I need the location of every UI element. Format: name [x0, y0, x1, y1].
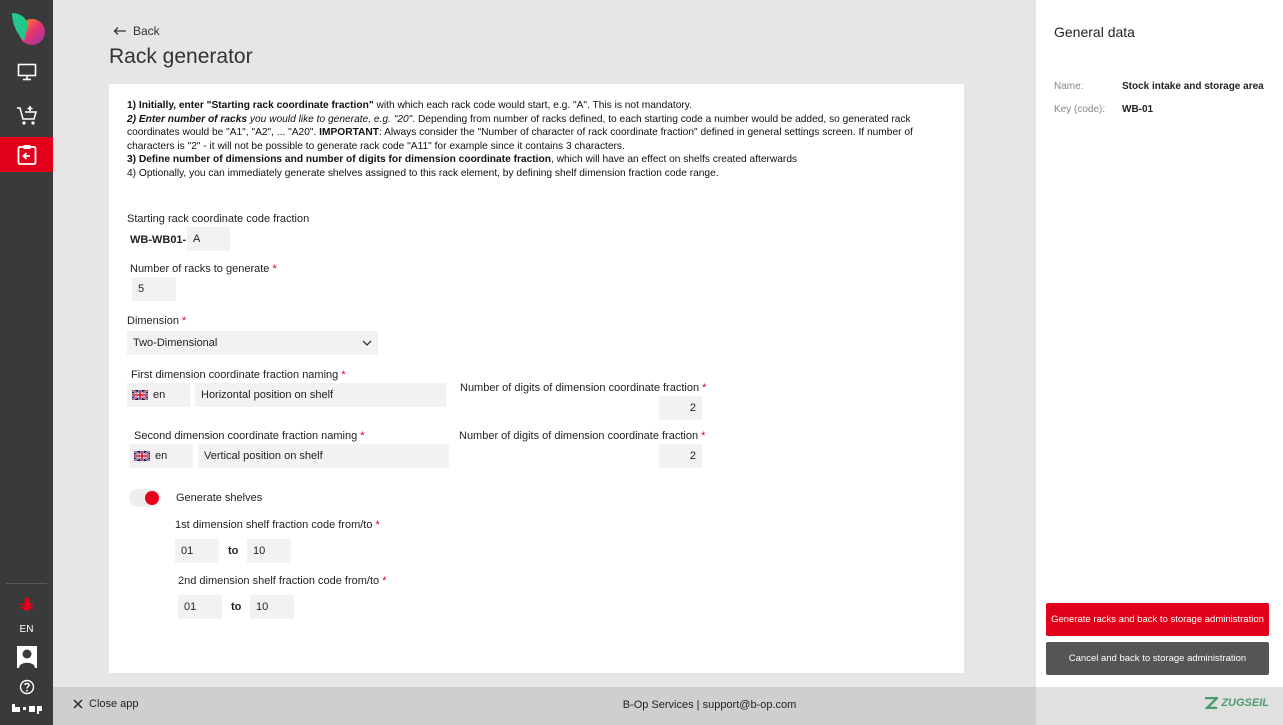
first-digits-input[interactable]: 2	[659, 396, 702, 420]
app-logo[interactable]	[0, 10, 53, 48]
dimension-label: Dimension *	[127, 315, 187, 327]
generate-shelves-label: Generate shelves	[176, 492, 263, 504]
shelf1-range-label: 1st dimension shelf fraction code from/to *	[175, 519, 380, 531]
sidebar-item-help[interactable]	[0, 676, 53, 698]
dimension-select-value: Two-Dimensional	[133, 337, 218, 349]
instruction-3: 3) Define number of dimensions and number of digits for dimension coordinate fraction, which will have an effect on shelfs created afterwards	[127, 154, 798, 166]
second-dimension-label: Second dimension coordinate fraction naming *	[134, 430, 365, 442]
arrow-left-icon	[113, 26, 127, 36]
cart-add-icon	[16, 105, 38, 127]
instruction-2: 2) Enter number of racks you would like to generate, e.g. "20". Depending from number of racks defined, to each starting code a number would be added, so generated rack coordinates would be "A1", "A2", ... "A20". IMPORTANT: Always consider the "Number of character of rack coordinate fraction" defined in general settings screen. If number of characters is "2" - it will not be possible to generate rack code "A11" for example since it contains 3 characters.	[127, 113, 913, 152]
starting-code-input[interactable]: A	[187, 227, 230, 251]
back-link[interactable]	[113, 24, 160, 38]
page-title: Rack generator	[109, 45, 253, 68]
bop-logo-icon	[11, 702, 43, 714]
language-switch[interactable]: EN	[19, 623, 34, 635]
bug-icon	[19, 596, 35, 612]
name-value: Stock intake and storage area	[1122, 81, 1264, 92]
racks-count-label: Number of racks to generate *	[130, 263, 277, 275]
sidebar	[0, 0, 53, 725]
footer	[53, 687, 1283, 725]
brand-text: ZUGSEIL	[1221, 697, 1269, 709]
bop-logo	[0, 698, 53, 718]
close-app-button[interactable]	[73, 698, 139, 710]
toggle-knob	[145, 491, 159, 505]
app-logo-icon	[8, 11, 46, 47]
brand-logo	[1204, 697, 1269, 709]
sidebar-item-profile[interactable]	[0, 644, 53, 670]
shelf2-from-input[interactable]: 01	[178, 595, 222, 619]
close-app-label: Close app	[89, 698, 139, 710]
sidebar-item-storage[interactable]	[0, 137, 53, 172]
uk-flag-icon	[132, 390, 148, 400]
code-value: WB-01	[1122, 104, 1154, 115]
sidebar-item-cart[interactable]	[0, 100, 53, 132]
uk-flag-icon	[134, 451, 150, 461]
instruction-1: 1) Initially, enter "Starting rack coordinate fraction" with which each rack code would start, e.g. "A". This is not mandatory.	[127, 100, 692, 111]
first-dimension-label: First dimension coordinate fraction naming *	[131, 369, 346, 381]
first-dimension-name-input[interactable]: Horizontal position on shelf	[195, 383, 446, 407]
second-dimension-name-input[interactable]: Vertical position on shelf	[198, 444, 449, 468]
second-digits-input[interactable]: 2	[659, 444, 702, 468]
first-dimension-language-value: en	[153, 389, 166, 401]
general-data-panel	[1036, 0, 1283, 687]
first-dimension-language-select[interactable]	[127, 383, 190, 407]
close-icon	[73, 699, 83, 709]
chevron-down-icon	[362, 340, 372, 346]
instructions	[127, 99, 947, 181]
generate-racks-button[interactable]: Generate racks and back to storage administration	[1046, 603, 1269, 636]
monitor-icon	[17, 63, 37, 81]
name-key: Name:	[1054, 81, 1084, 92]
instruction-4: 4) Optionally, you can immediately generate shelves assigned to this rack element, by defining shelf dimension fraction code range.	[127, 167, 719, 179]
starting-code-prefix: WB-WB01-	[130, 234, 187, 246]
code-key: Key (code):	[1054, 104, 1106, 115]
shelf2-range-label: 2nd dimension shelf fraction code from/to *	[178, 575, 387, 587]
shelf2-to-input[interactable]: 10	[250, 595, 294, 619]
dimension-select[interactable]	[127, 331, 378, 355]
sidebar-divider	[6, 583, 47, 584]
footer-support-text: B-Op Services | support@b-op.com	[622, 699, 797, 711]
rack-generator-card	[109, 84, 964, 673]
sidebar-item-bug-report[interactable]	[0, 592, 53, 616]
shelf1-to-label: to	[228, 545, 239, 557]
second-dimension-language-value: en	[155, 450, 168, 462]
shelf1-from-input[interactable]: 01	[175, 539, 219, 563]
panel-title: General data	[1054, 24, 1135, 40]
sidebar-item-monitor[interactable]	[0, 56, 53, 88]
second-digits-label: Number of digits of dimension coordinate fraction *	[459, 430, 706, 442]
user-avatar-icon	[17, 646, 37, 668]
storage-return-icon	[17, 144, 37, 166]
zugseil-logo-icon	[1204, 697, 1218, 709]
shelf1-to-input[interactable]: 10	[247, 539, 291, 563]
racks-count-input[interactable]: 5	[132, 277, 176, 301]
back-label: Back	[133, 24, 160, 38]
cancel-button[interactable]: Cancel and back to storage administration	[1046, 642, 1269, 675]
second-dimension-language-select[interactable]	[129, 444, 193, 468]
help-icon	[19, 679, 35, 695]
generate-shelves-toggle[interactable]	[129, 489, 161, 507]
shelf2-to-label: to	[231, 601, 242, 613]
first-digits-label: Number of digits of dimension coordinate fraction *	[460, 382, 707, 394]
main-area	[53, 0, 1036, 687]
starting-code-label: Starting rack coordinate code fraction	[127, 213, 310, 225]
